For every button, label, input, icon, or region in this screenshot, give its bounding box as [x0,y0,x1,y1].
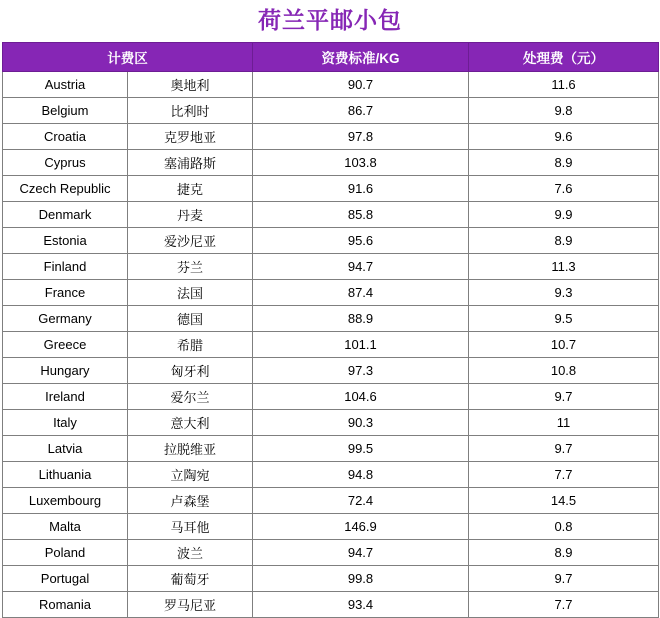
cell-fee: 9.3 [469,280,659,306]
cell-zone-cn: 丹麦 [128,202,253,228]
table-row [3,410,659,436]
table-row [3,332,659,358]
cell-zone-en: Ireland [3,384,128,410]
cell-rate: 94.7 [253,254,469,280]
cell-rate: 91.6 [253,176,469,202]
cell-zone-cn: 罗马尼亚 [128,592,253,618]
cell-zone-en: Finland [3,254,128,280]
cell-zone-en: Germany [3,306,128,332]
cell-fee: 14.5 [469,488,659,514]
cell-zone-cn: 德国 [128,306,253,332]
cell-fee: 9.5 [469,306,659,332]
table-row [3,202,659,228]
cell-fee: 10.7 [469,332,659,358]
cell-fee: 7.7 [469,462,659,488]
cell-zone-cn: 马耳他 [128,514,253,540]
cell-rate: 72.4 [253,488,469,514]
cell-zone-en: Belgium [3,98,128,124]
cell-fee: 9.7 [469,384,659,410]
cell-fee: 9.9 [469,202,659,228]
cell-rate: 86.7 [253,98,469,124]
cell-rate: 90.3 [253,410,469,436]
cell-fee: 7.6 [469,176,659,202]
cell-zone-en: Luxembourg [3,488,128,514]
cell-rate: 95.6 [253,228,469,254]
cell-zone-en: Malta [3,514,128,540]
cell-zone-cn: 芬兰 [128,254,253,280]
column-header-rate: 资费标准/KG [253,43,469,72]
cell-zone-en: Poland [3,540,128,566]
cell-fee: 8.9 [469,150,659,176]
table-row [3,514,659,540]
table-row [3,98,659,124]
cell-zone-en: Croatia [3,124,128,150]
page-title: 荷兰平邮小包 [258,7,402,33]
cell-fee: 11.6 [469,72,659,98]
cell-rate: 87.4 [253,280,469,306]
table-row [3,358,659,384]
cell-fee: 0.8 [469,514,659,540]
cell-zone-en: Latvia [3,436,128,462]
table-row [3,306,659,332]
cell-rate: 97.3 [253,358,469,384]
cell-rate: 88.9 [253,306,469,332]
table-row [3,72,659,98]
table-row [3,228,659,254]
table-row [3,436,659,462]
rate-table-wrapper [0,42,660,618]
cell-zone-cn: 奥地利 [128,72,253,98]
table-row [3,592,659,618]
cell-zone-en: Austria [3,72,128,98]
cell-zone-cn: 捷克 [128,176,253,202]
cell-zone-cn: 波兰 [128,540,253,566]
cell-rate: 101.1 [253,332,469,358]
cell-zone-en: Lithuania [3,462,128,488]
table-row [3,150,659,176]
cell-zone-cn: 爱尔兰 [128,384,253,410]
table-row [3,176,659,202]
cell-zone-en: Greece [3,332,128,358]
cell-zone-en: Czech Republic [3,176,128,202]
table-row [3,384,659,410]
table-row [3,462,659,488]
cell-zone-en: Denmark [3,202,128,228]
cell-zone-cn: 匈牙利 [128,358,253,384]
cell-fee: 9.6 [469,124,659,150]
cell-zone-cn: 塞浦路斯 [128,150,253,176]
cell-rate: 94.8 [253,462,469,488]
cell-fee: 9.8 [469,98,659,124]
cell-rate: 94.7 [253,540,469,566]
rate-table [2,42,659,618]
cell-zone-cn: 卢森堡 [128,488,253,514]
table-header-row [3,43,659,72]
cell-fee: 9.7 [469,436,659,462]
cell-zone-en: Estonia [3,228,128,254]
cell-rate: 99.8 [253,566,469,592]
cell-zone-en: Cyprus [3,150,128,176]
cell-zone-en: Italy [3,410,128,436]
cell-rate: 93.4 [253,592,469,618]
cell-zone-cn: 葡萄牙 [128,566,253,592]
cell-zone-en: Portugal [3,566,128,592]
cell-fee: 8.9 [469,540,659,566]
table-body [3,72,659,618]
cell-fee: 7.7 [469,592,659,618]
cell-fee: 8.9 [469,228,659,254]
table-row [3,254,659,280]
cell-rate: 103.8 [253,150,469,176]
cell-rate: 99.5 [253,436,469,462]
cell-rate: 104.6 [253,384,469,410]
cell-zone-en: France [3,280,128,306]
cell-zone-cn: 爱沙尼亚 [128,228,253,254]
cell-zone-cn: 立陶宛 [128,462,253,488]
cell-zone-en: Hungary [3,358,128,384]
cell-zone-cn: 比利时 [128,98,253,124]
table-row [3,488,659,514]
table-header [3,43,659,72]
table-row [3,540,659,566]
column-header-fee: 处理费（元） [469,43,659,72]
cell-zone-cn: 法国 [128,280,253,306]
cell-zone-cn: 希腊 [128,332,253,358]
cell-fee: 11 [469,410,659,436]
cell-fee: 10.8 [469,358,659,384]
cell-rate: 146.9 [253,514,469,540]
column-header-zone: 计费区 [3,43,253,72]
cell-fee: 9.7 [469,566,659,592]
cell-rate: 85.8 [253,202,469,228]
table-row [3,124,659,150]
table-row [3,566,659,592]
cell-zone-cn: 拉脱维亚 [128,436,253,462]
cell-zone-cn: 克罗地亚 [128,124,253,150]
cell-zone-en: Romania [3,592,128,618]
cell-fee: 11.3 [469,254,659,280]
cell-rate: 97.8 [253,124,469,150]
cell-rate: 90.7 [253,72,469,98]
cell-zone-cn: 意大利 [128,410,253,436]
table-row [3,280,659,306]
